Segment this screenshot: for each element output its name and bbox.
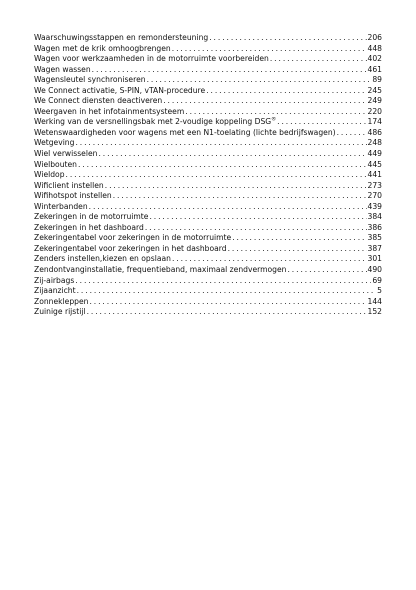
index-entry [34, 33, 382, 44]
index-term: Wetenswaardigheden voor wagens met een N1-toelating (lichte bedrijfswagen) [34, 127, 336, 137]
index-page-number: 5 [377, 286, 382, 296]
leader-dots [286, 265, 366, 276]
index-page-number: 89 [372, 75, 382, 85]
index-term: Zijaanzicht [34, 286, 76, 296]
index-term: Wifihotspot instellen [34, 191, 112, 201]
index-page-number: 174 [367, 117, 382, 127]
leader-dots [86, 307, 367, 318]
registered-mark: ® [271, 117, 277, 123]
index-term: Zekeringentabel voor zekeringen in het dashboard [34, 243, 227, 253]
index-term: Zekeringen in het dashboard [34, 222, 144, 232]
index-page-number: 486 [367, 127, 382, 137]
index-page-number: 249 [367, 96, 382, 106]
index-entry [34, 138, 382, 149]
index-page-number: 448 [367, 43, 382, 53]
index-page-number: 386 [367, 222, 382, 232]
index-page-number: 206 [367, 33, 382, 42]
index-term: Wetgeving [34, 138, 75, 148]
leader-dots [74, 276, 371, 287]
index-entry [34, 254, 382, 265]
leader-dots [97, 149, 366, 160]
leader-dots [148, 212, 366, 223]
leader-dots [208, 33, 366, 44]
index-page-number: 441 [367, 170, 382, 180]
index-term: Zenders instellen,kiezen en opslaan [34, 254, 171, 264]
index-entry [34, 149, 382, 160]
index-entry [34, 128, 382, 139]
index-page-number: 384 [367, 212, 382, 222]
index-term: Zekeringen in de motorruimte [34, 212, 149, 222]
leader-dots [146, 75, 372, 86]
index-page-number: 387 [367, 243, 382, 253]
index-page-number: 402 [367, 54, 382, 64]
index-page-number: 445 [367, 159, 382, 169]
index-term: Weergaven in het infotainmentsysteem [34, 106, 185, 116]
index-term: Winterbanden [34, 201, 88, 211]
index-page-number: 461 [367, 64, 382, 74]
index-entry [34, 297, 382, 308]
index-entry [34, 202, 382, 213]
leader-dots [104, 181, 367, 192]
index-list [34, 33, 382, 318]
index-entry [34, 65, 382, 76]
index-page-number: 385 [367, 233, 382, 243]
index-page-number: 449 [367, 149, 382, 158]
index-entry [34, 75, 382, 86]
index-entry [34, 244, 382, 255]
index-page-number: 439 [367, 201, 382, 211]
leader-dots [76, 286, 377, 297]
index-term: Wagensleutel synchroniseren [34, 75, 146, 85]
index-term: Waarschuwingsstappen en remondersteuning [34, 33, 209, 42]
index-entry [34, 233, 382, 244]
leader-dots [162, 96, 366, 107]
leader-dots [88, 297, 366, 308]
leader-dots [171, 254, 367, 265]
index-page-number: 270 [367, 191, 382, 201]
index-entry [34, 265, 382, 276]
leader-dots [336, 128, 367, 139]
index-term: We Connect diensten deactiveren [34, 96, 163, 106]
leader-dots [77, 160, 367, 171]
index-term: Wificlient instellen [34, 180, 104, 190]
index-page-number: 245 [367, 85, 382, 95]
index-term: Wagen met de krik omhoogbrengen [34, 43, 171, 53]
leader-dots [227, 244, 367, 255]
index-term: Zuinige rijstijl [34, 307, 86, 317]
leader-dots [205, 86, 366, 97]
index-term: Wiel verwisselen [34, 149, 98, 158]
index-term: Zonnekleppen [34, 296, 89, 306]
index-term: Wielbouten [34, 159, 77, 169]
index-entry [34, 212, 382, 223]
index-page-number: 220 [367, 106, 382, 116]
index-page-number: 144 [367, 296, 382, 306]
leader-dots [231, 233, 366, 244]
index-entry [34, 117, 382, 128]
leader-dots [74, 138, 366, 149]
index-term: Wagen wassen [34, 64, 91, 74]
index-entry [34, 307, 382, 318]
index-term: Wieldop [34, 170, 65, 180]
index-entry [34, 170, 382, 181]
index-entry [34, 96, 382, 107]
index-term: Werking van de versnellingsbak met 2-voudige koppeling DSG® [34, 117, 277, 127]
index-entry [34, 181, 382, 192]
index-entry [34, 276, 382, 287]
index-page-number: 69 [372, 275, 382, 285]
leader-dots [269, 54, 367, 65]
index-term: Zij-airbags [34, 275, 75, 285]
index-term: Zendontvanginstallatie, frequentieband, maximaal zendvermogen [34, 265, 287, 275]
index-page-number: 301 [367, 254, 382, 264]
index-entry [34, 286, 382, 297]
leader-dots [144, 223, 367, 234]
leader-dots [65, 170, 367, 181]
index-entry [34, 160, 382, 171]
index-page-number: 248 [367, 138, 382, 148]
index-page-number: 273 [367, 180, 382, 190]
index-term: We Connect activatie, S-PIN, vTAN-procedure [34, 85, 206, 95]
index-term: Zekeringentabel voor zekeringen in de motorruimte [34, 233, 232, 243]
index-entry [34, 223, 382, 234]
index-entry [34, 107, 382, 118]
index-page-number: 490 [367, 265, 382, 275]
leader-dots [276, 117, 366, 128]
leader-dots [171, 44, 367, 55]
leader-dots [184, 107, 366, 118]
index-term: Wagen voor werkzaamheden in de motorruimte voorbereiden [34, 54, 269, 64]
index-entry [34, 54, 382, 65]
index-page-number: 152 [367, 307, 382, 317]
leader-dots [88, 202, 367, 213]
index-entry [34, 44, 382, 55]
leader-dots [112, 191, 367, 202]
leader-dots [91, 65, 367, 76]
index-entry [34, 191, 382, 202]
index-entry [34, 86, 382, 97]
